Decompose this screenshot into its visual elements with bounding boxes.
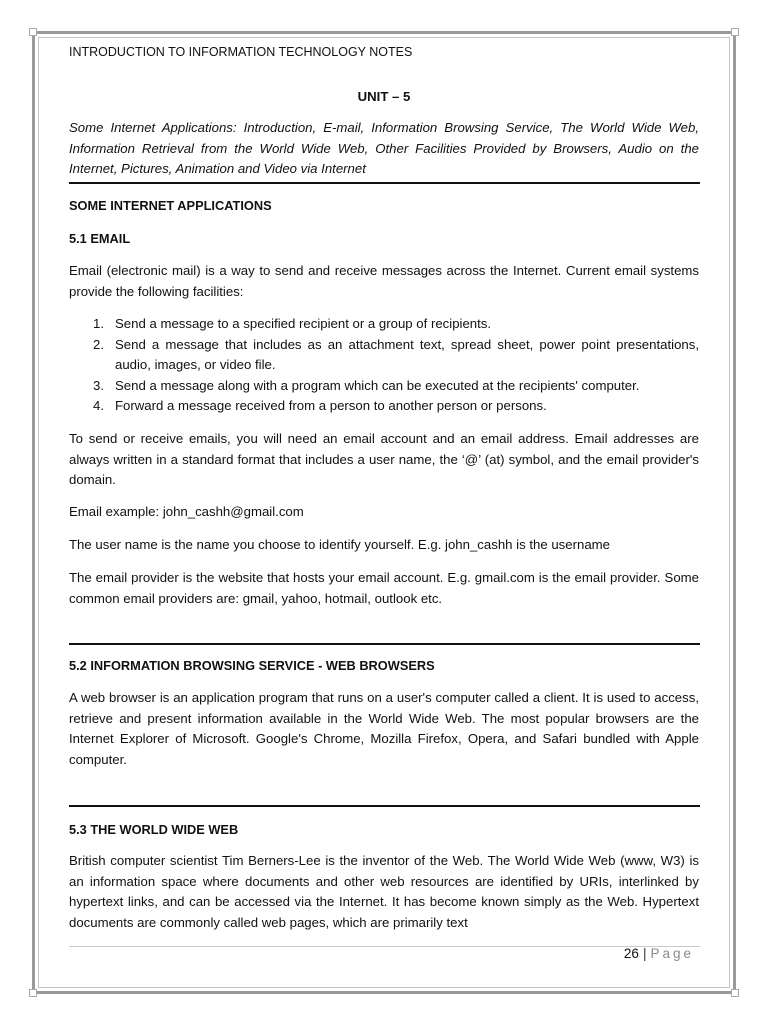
email-facilities-list [69, 314, 699, 417]
list-item: 3. Send a message along with a program which can be executed at the recipients' computer. [93, 377, 640, 393]
border-corner-top-left [29, 28, 37, 36]
document-header: INTRODUCTION TO INFORMATION TECHNOLOGY NOTES [69, 45, 413, 59]
email-intro-paragraph: Email (electronic mail) is a way to send and receive messages across the Internet. Current email systems provide the following facilities: [69, 263, 699, 299]
section-heading: SOME INTERNET APPLICATIONS [69, 198, 272, 213]
page-label: Page [650, 946, 694, 961]
email-account-paragraph: To send or receive emails, you will need an email account and an email address. Email addresses are always written in a standard format that includes a user name, the ‘@’ (at) symbol, and the email provider's domain. [69, 431, 699, 488]
page-footer [624, 946, 694, 961]
page-number: 26 [623, 946, 639, 961]
browsing-heading: 5.2 INFORMATION BROWSING SERVICE - WEB BROWSERS [69, 658, 435, 673]
www-paragraph: British computer scientist Tim Berners-Lee is the inventor of the Web. The World Wide Web (www, W3) is an information space where documents and other web resources are identified by URIs, interlinked by hypertext links, and can be accessed via the Internet. It has become known simply as the Web. Hypertext documents are commonly called web pages, which are primarily text [69, 853, 699, 930]
section-divider [69, 805, 700, 807]
list-item: 4. Forward a message received from a person to another person or persons. [93, 398, 547, 414]
email-provider-paragraph: The email provider is the website that hosts your email account. E.g. gmail.com is the email provider. Some common email providers are: gmail, yahoo, hotmail, outlook etc. [69, 570, 699, 606]
footer-divider [69, 946, 700, 947]
www-heading: 5.3 THE WORLD WIDE WEB [69, 822, 239, 837]
border-corner-bottom-left [29, 989, 37, 997]
border-corner-top-right [731, 28, 739, 36]
unit-title: UNIT – 5 [357, 89, 411, 104]
email-username-paragraph: The user name is the name you choose to identify yourself. E.g. john_cashh is the username [69, 537, 610, 552]
list-item: 1. Send a message to a specified recipient or a group of recipients. [93, 316, 492, 331]
section-divider [69, 643, 700, 645]
browsing-paragraph: A web browser is an application program that runs on a user's computer called a client. It is used to access, retrieve and present information available in the World Wide Web. The most popular browsers are the Internet Explorer of Microsoft. Google's Chrome, Mozilla Firefox, Opera, and Safari bundled with Apple computer. [69, 690, 699, 767]
unit-intro: Some Internet Applications: Introduction, E-mail, Information Browsing Service, The World Wide Web, Information Retrieval from the World Wide Web, Other Facilities Provided by Browsers, Audio on the Internet, Pictures, Animation and Video via Internet [69, 120, 699, 177]
email-example-paragraph: Email example: john_cashh@gmail.com [69, 504, 304, 519]
email-heading: 5.1 EMAIL [69, 231, 131, 246]
footer-separator: | [642, 946, 647, 961]
section-divider [69, 182, 700, 184]
list-item: 2. Send a message that includes as an attachment text, spread sheet, power point presentations, audio, images, or video file. [93, 336, 699, 373]
border-corner-bottom-right [731, 989, 739, 997]
